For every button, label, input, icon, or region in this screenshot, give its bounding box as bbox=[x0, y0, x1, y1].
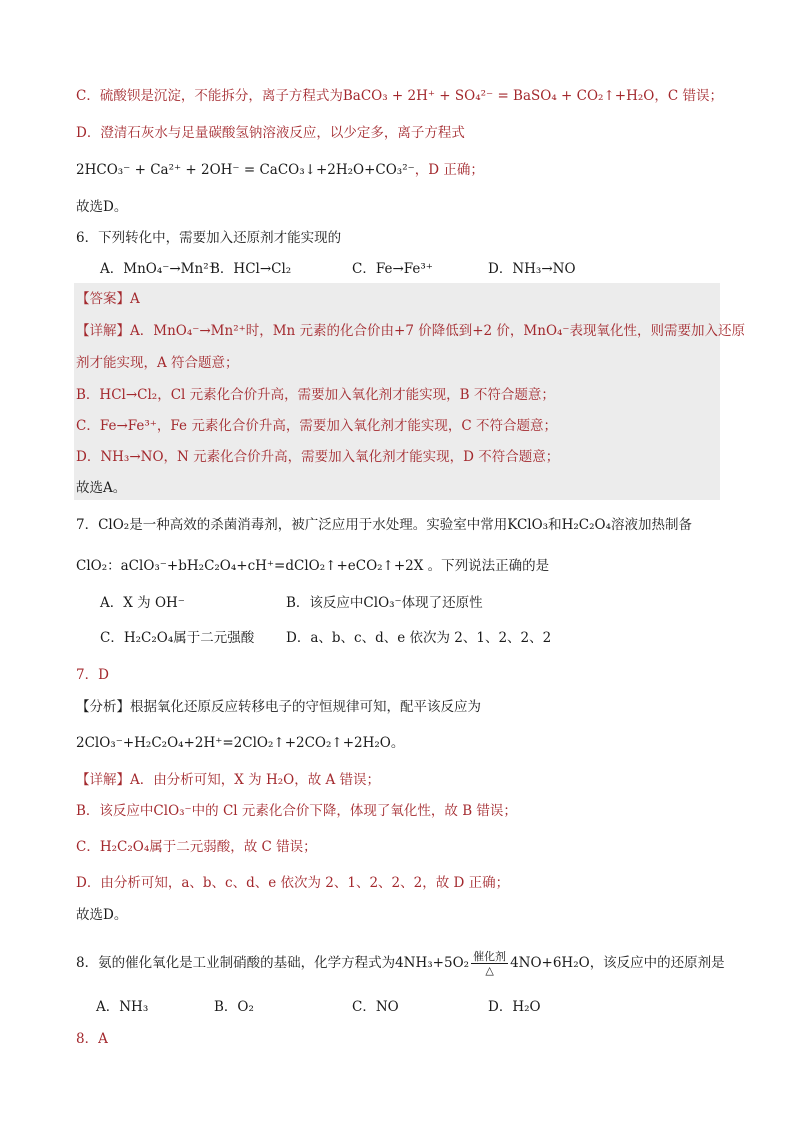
q6-conclusion: 故选A。 bbox=[76, 480, 127, 496]
q6-detail-a-line2: 剂才能实现，A 符合题意； bbox=[76, 355, 239, 371]
q7-option-a: A．X 为 OH⁻ bbox=[100, 595, 185, 611]
q5-d-equation-line: 2HCO₃⁻ + Ca²⁺ + 2OH⁻ = CaCO₃↓+2H₂O+CO₃²⁻，D 正确； bbox=[76, 162, 484, 178]
q5-conclusion: 故选D。 bbox=[76, 199, 128, 215]
q5-d-equation: 2HCO₃⁻ + Ca²⁺ + 2OH⁻ = CaCO₃↓+2H₂O+CO₃²⁻ bbox=[76, 162, 415, 178]
q6-detail-a-line1: 【详解】A．MnO₄⁻→Mn²⁺时，Mn 元素的化合价由+7 价降低到+2 价，MnO₄⁻表现氧化性，则需要加入还原 bbox=[76, 323, 746, 339]
q6-detail-c: C．Fe→Fe³⁺，Fe 元素化合价升高，需要加入氧化剂才能实现，C 不符合题意； bbox=[76, 418, 557, 434]
q8-option-b: B．O₂ bbox=[214, 999, 254, 1015]
q6-option-c: C．Fe→Fe³⁺ bbox=[352, 261, 433, 277]
q7-detail-c: C．H₂C₂O₄属于二元弱酸，故 C 错误； bbox=[76, 839, 317, 855]
q7-detail-a: 【详解】A．由分析可知，X 为 H₂O，故 A 错误； bbox=[76, 772, 381, 788]
q5-option-c-explanation: C．硫酸钡是沉淀，不能拆分，离子方程式为BaCO₃ + 2H⁺ + SO₄²⁻ = BaSO₄ + CO₂↑+H₂O，C 错误； bbox=[76, 88, 723, 104]
q8-option-a: A．NH₃ bbox=[96, 999, 149, 1015]
q6-option-d: D．NH₃→NO bbox=[488, 261, 576, 277]
q5-c-equation: BaCO₃ + 2H⁺ + SO₄²⁻ = BaSO₄ + CO₂↑+H₂O bbox=[342, 88, 655, 104]
q7-option-c: C．H₂C₂O₄属于二元强酸 bbox=[100, 630, 255, 646]
q8-equation-left: 4NH₃+5O₂ bbox=[395, 955, 470, 971]
q7-conclusion: 故选D。 bbox=[76, 907, 128, 923]
q8-equation-right: 4NO+6H₂O bbox=[510, 955, 590, 971]
q8-option-c: C．NO bbox=[352, 999, 399, 1015]
q6-option-a: A．MnO₄⁻→Mn²⁺ bbox=[100, 261, 216, 277]
q6-stem: 6．下列转化中，需要加入还原剂才能实现的 bbox=[76, 230, 342, 246]
q6-detail-d: D．NH₃→NO，N 元素化合价升高，需要加入氧化剂才能实现，D 不符合题意； bbox=[76, 449, 560, 465]
q7-option-d: D．a、b、c、d、e 依次为 2、1、2、2、2 bbox=[286, 630, 552, 646]
q6-answer: 【答案】A bbox=[76, 291, 140, 307]
q7-detail-d: D．由分析可知，a、b、c、d、e 依次为 2、1、2、2、2，故 D 正确； bbox=[76, 875, 510, 891]
q7-stem-line2: ClO₂：aClO₃⁻+bH₂C₂O₄+cH⁺=dClO₂↑+eCO₂↑+2X 。下列说法正确的是 bbox=[76, 558, 550, 574]
q7-option-b: B．该反应中ClO₃⁻体现了还原性 bbox=[286, 595, 483, 611]
q8-answer: 8．A bbox=[76, 1031, 108, 1047]
q6-detail-b: B．HCl→Cl₂，Cl 元素化合价升高，需要加入氧化剂才能实现，B 不符合题意； bbox=[76, 387, 555, 403]
q7-answer: 7．D bbox=[76, 667, 109, 683]
q8-option-d: D．H₂O bbox=[488, 999, 541, 1015]
q7-analysis-line1: 【分析】根据氧化还原反应转移电子的守恒规律可知，配平该反应为 bbox=[76, 699, 481, 715]
q6-option-b: B．HCl→Cl₂ bbox=[210, 261, 292, 277]
q7-stem-line1: 7．ClO₂是一种高效的杀菌消毒剂，被广泛应用于水处理。实验室中常用KClO₃和H₂C₂O₄溶液加热制备 bbox=[76, 517, 692, 533]
q7-detail-b: B．该反应中ClO₃⁻中的 Cl 元素化合价下降，体现了氧化性，故 B 错误； bbox=[76, 803, 517, 819]
q7-analysis-line2: 2ClO₃⁻+H₂C₂O₄+2H⁺=2ClO₂↑+2CO₂↑+2H₂O。 bbox=[76, 735, 405, 751]
q8-reaction-condition: $\frac{\text{催化剂}}{\triangle}$ bbox=[473, 950, 507, 977]
q8-stem: 8．氨的催化氧化是工业制硝酸的基础，化学方程式为4NH₃+5O₂ $\frac{\text{催化剂}}{\triangle}$ 4NO+6H₂O，该反应中的还原剂是 bbox=[76, 950, 725, 977]
q5-option-d-explanation: D．澄清石灰水与足量碳酸氢钠溶液反应，以少定多，离子方程式 bbox=[76, 125, 465, 141]
